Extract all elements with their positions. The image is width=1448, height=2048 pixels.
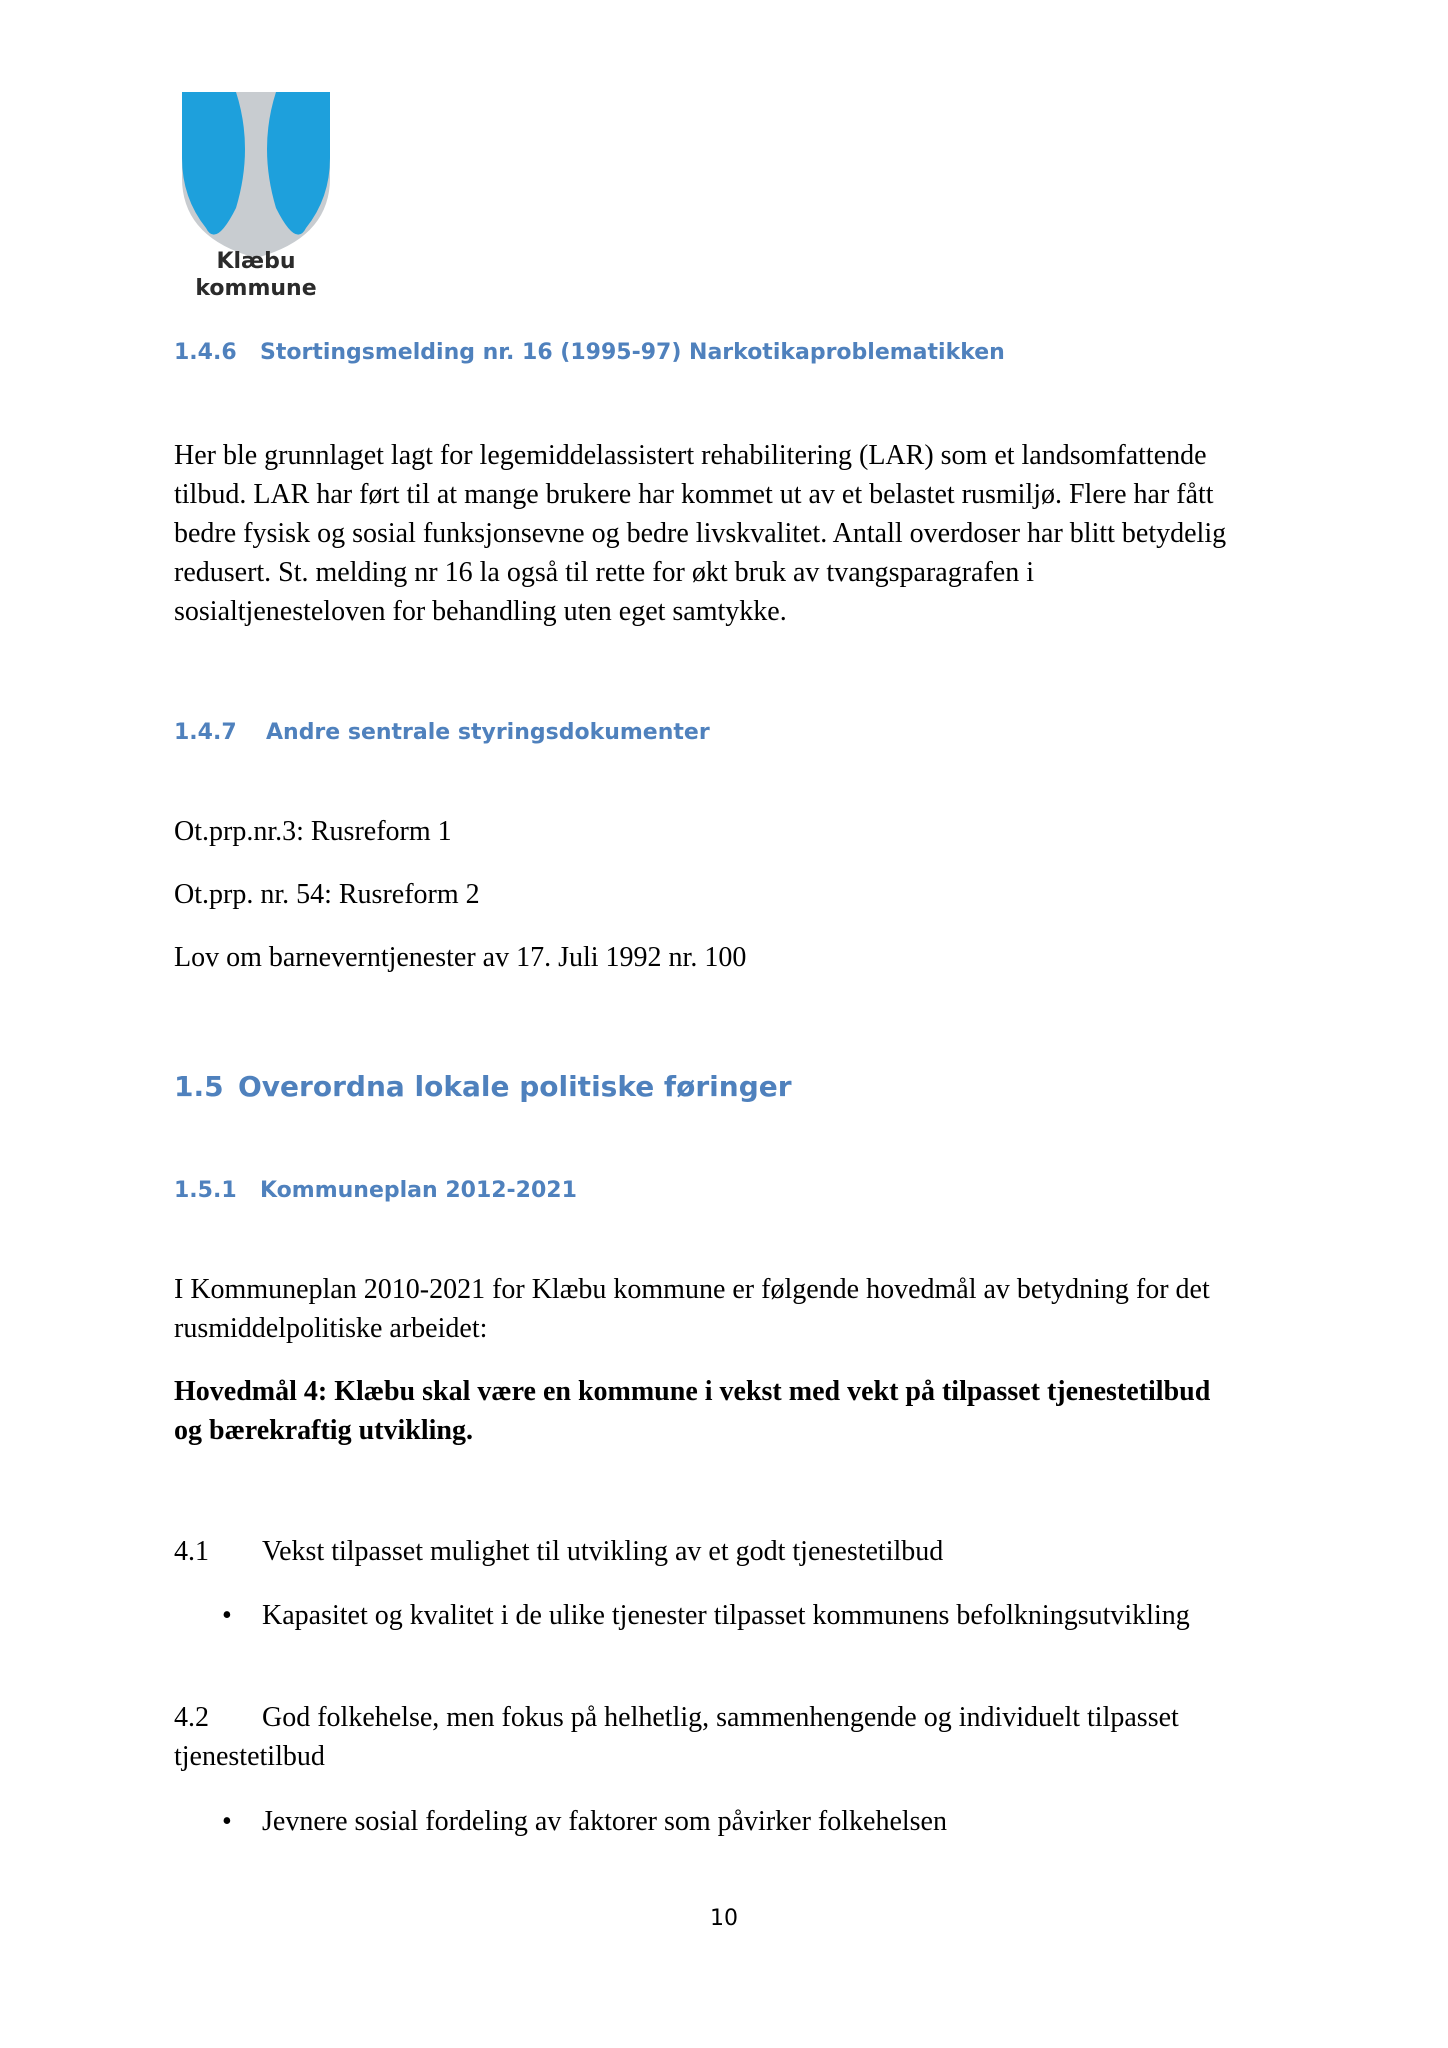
document-item: Ot.prp. nr. 54: Rusreform 2 [174,879,480,910]
heading-number: 1.4.6 [174,340,237,365]
heading-title: Andre sentrale styringsdokumenter [266,720,710,745]
subgoal-text: Vekst tilpasset mulighet til utvikling av et godt tjenestetilbud [262,1536,944,1567]
heading-number: 1.5.1 [174,1178,237,1203]
heading-1-4-7 [174,720,710,745]
subgoal-text: God folkehelse, men fokus på helhetlig, sammenhengende og individuelt tilpasset [262,1702,1179,1733]
logo-text-line1: Klæbu [216,249,296,274]
paragraph-line: sosialtjenesteloven for behandling uten eget samtykke. [174,596,787,627]
paragraph-line: redusert. St. melding nr 16 la også til rette for økt bruk av tvangsparagrafen i [174,557,1034,588]
heading-number: 1.4.7 [174,720,237,745]
paragraph-line: I Kommuneplan 2010-2021 for Klæbu kommune er følgende hovedmål av betydning for det [174,1274,1210,1305]
subgoal-number: 4.1 [174,1536,209,1567]
logo-text-line2: kommune [195,276,317,301]
paragraph-line: rusmiddelpolitiske arbeidet: [174,1313,488,1344]
document-item: Ot.prp.nr.3: Rusreform 1 [174,816,452,847]
heading-1-5-1 [174,1178,577,1203]
klaebu-kommune-logo [176,88,336,306]
heading-1-4-6 [174,340,1005,365]
subgoal-number: 4.2 [174,1702,209,1733]
heading-1-5 [174,1070,792,1103]
bullet-text: Jevnere sosial fordeling av faktorer som påvirker folkehelsen [262,1806,947,1837]
subgoal-4-2 [174,1702,1179,1734]
document-item: Lov om barneverntjenester av 17. Juli 1992 nr. 100 [174,942,747,973]
heading-number: 1.5 [174,1070,224,1103]
heading-title: Stortingsmelding nr. 16 (1995-97) Narkotikaproblematikken [260,340,1005,365]
page-number: 10 [710,1906,738,1931]
paragraph-kommuneplan-intro [174,1270,1304,1348]
bullet-icon: • [222,1600,232,1631]
subgoal-text-continued: tjenestetilbud [174,1741,325,1772]
paragraph-line: Her ble grunnlaget lagt for legemiddelassistert rehabilitering (LAR) som et landsomfattende [174,440,1207,471]
paragraph-lar [174,436,1304,631]
bullet-text: Kapasitet og kvalitet i de ulike tjenester tilpasset kommunens befolkningsutvikling [262,1600,1190,1631]
heading-title: Kommuneplan 2012-2021 [260,1178,577,1203]
paragraph-line: tilbud. LAR har ført til at mange brukere har kommet ut av et belastet rusmiljø. Flere har fått [174,479,1214,510]
paragraph-line: bedre fysisk og sosial funksjonsevne og bedre livskvalitet. Antall overdoser har blitt betydelig [174,518,1227,549]
paragraph-hovedmal-4 [174,1372,1304,1450]
bullet-icon: • [222,1806,232,1837]
subgoal-4-1 [174,1536,943,1568]
paragraph-line: og bærekraftig utvikling. [174,1415,473,1446]
paragraph-line: Hovedmål 4: Klæbu skal være en kommune i vekst med vekt på tilpasset tjenestetilbud [174,1376,1211,1407]
heading-title: Overordna lokale politiske føringer [238,1070,792,1103]
